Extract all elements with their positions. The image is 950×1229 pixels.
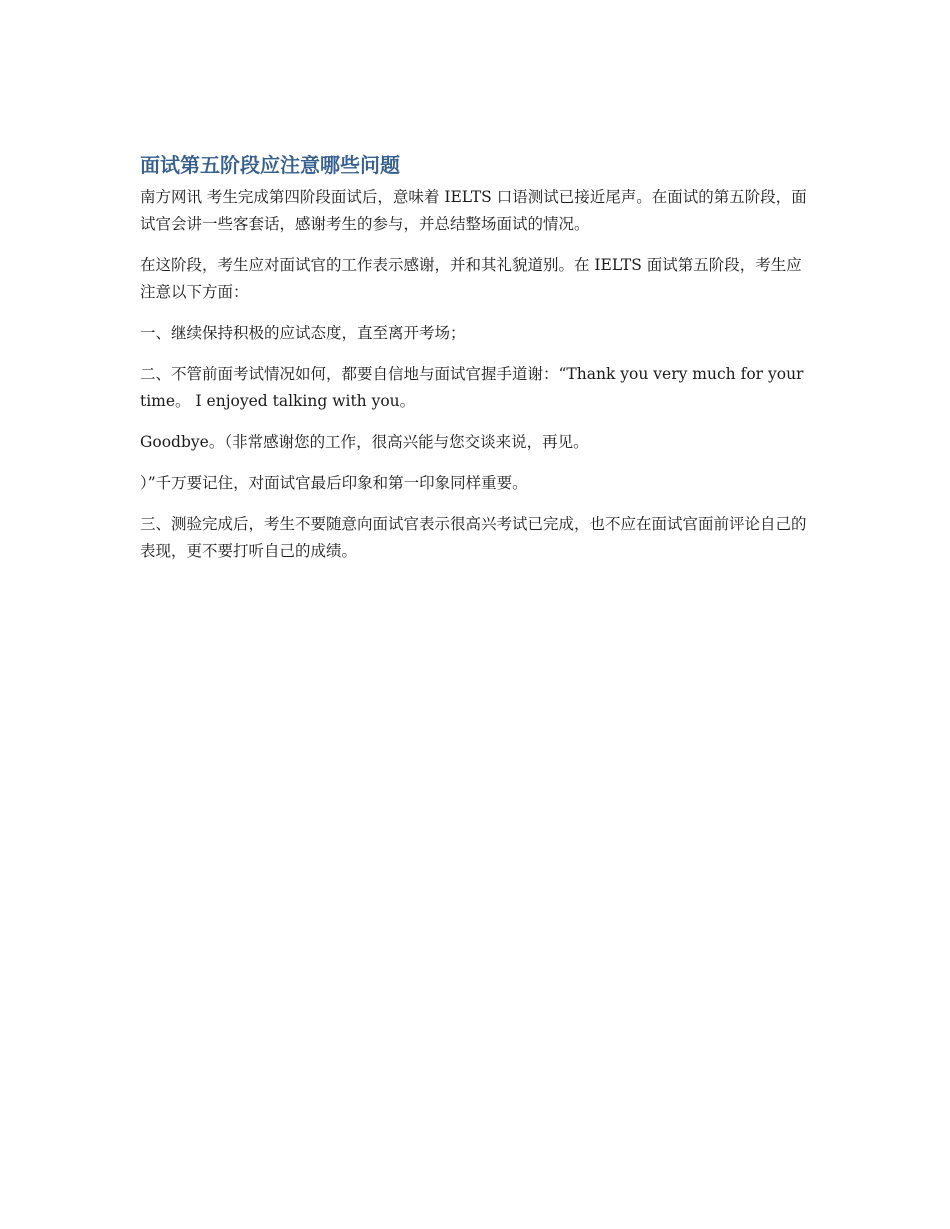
paragraph-goodbye: Goodbye。（非常感谢您的工作，很高兴能与您交谈来说，再见。: [140, 433, 589, 451]
paragraph-stage-overview: 在这阶段，考生应对面试官的工作表示感谢，并和其礼貌道别。在 IELTS 面试第五阶段，考生应注意以下方面：: [140, 256, 802, 301]
paragraph-point-three: 三、测验完成后，考生不要随意向面试官表示很高兴考试已完成，也不应在面试官面前评论自己的表现，更不要打听自己的成绩。: [140, 515, 807, 560]
paragraph-point-one: 一、继续保持积极的应试态度，直至离开考场；: [140, 324, 466, 342]
document-title: 面试第五阶段应注意哪些问题: [140, 153, 400, 177]
paragraph-intro: 南方网讯 考生完成第四阶段面试后，意味着 IELTS 口语测试已接近尾声。在面试的第五阶段，面试官会讲一些客套话，感谢考生的参与，并总结整场面试的情况。: [140, 188, 807, 233]
document-body: [140, 150, 812, 579]
paragraph-point-two: 二、不管前面考试情况如何，都要自信地与面试官握手道谢：“Thank you very much for your time。 I enjoyed talking with you。: [140, 365, 804, 410]
paragraph-reminder: ）”千万要记住，对面试官最后印象和第一印象同样重要。: [140, 474, 528, 492]
